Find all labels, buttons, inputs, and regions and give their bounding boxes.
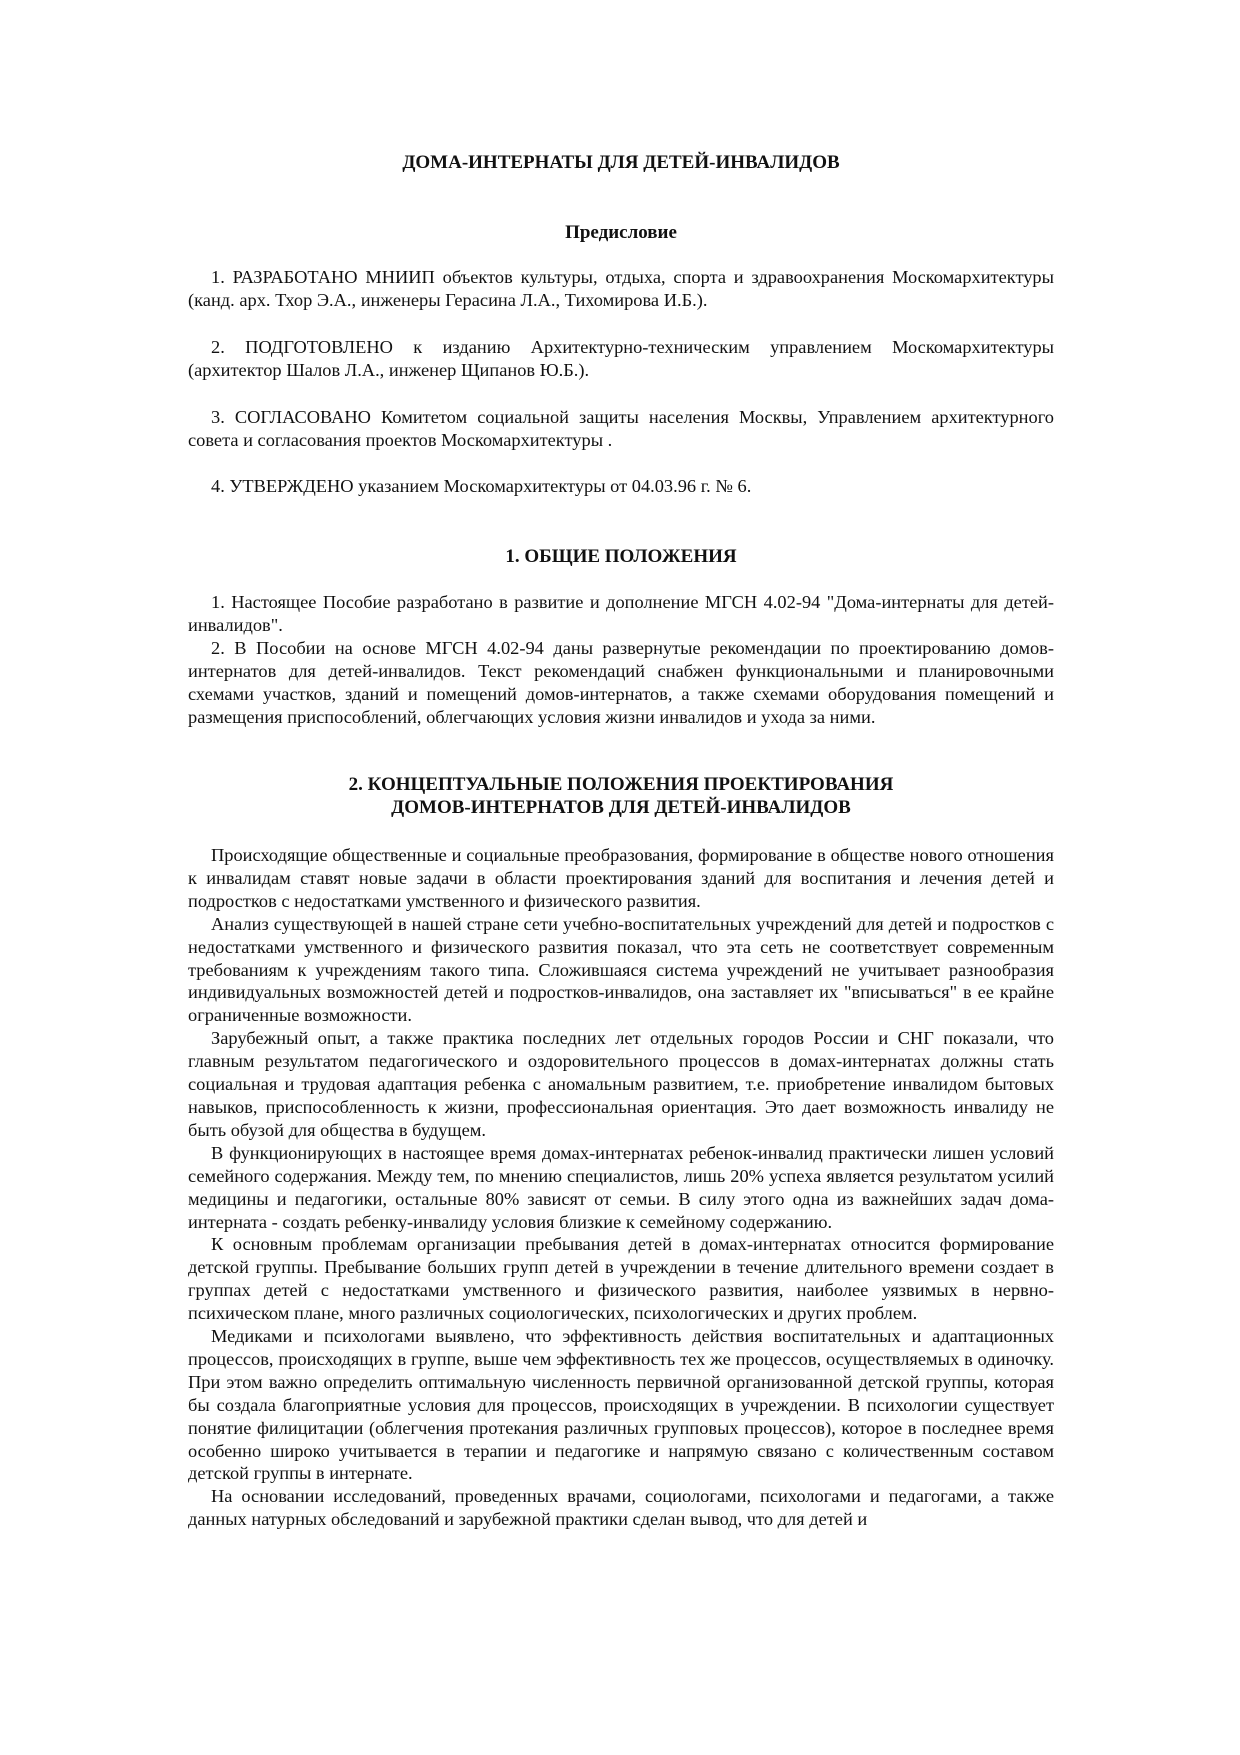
section-2-paragraph: К основным проблемам организации пребывания детей в домах-интернатах относится формирование детской группы. Пребывание больших групп детей в учреждении в течение длительного времени создает в группах детей с недостатками умственного и физического развития, наиболее уязвимых в нервно-психическом плане, много различных социологических, психологических и других проблем.: [188, 1234, 1054, 1324]
section-2-heading-line-1: 2. КОНЦЕПТУАЛЬНЫЕ ПОЛОЖЕНИЯ ПРОЕКТИРОВАНИЯ: [348, 774, 894, 795]
section-2-heading: [188, 773, 1054, 819]
section-2-heading-line-2: ДОМОВ-ИНТЕРНАТОВ ДЛЯ ДЕТЕЙ-ИНВАЛИДОВ: [391, 797, 851, 818]
section-1-paragraph: 2. В Пособии на основе МГСН 4.02-94 даны развернутые рекомендации по проектированию домов-интернатов для детей-инвалидов. Текст рекомендаций снабжен функциональными и планировочными схемами участков, зданий и помещений домов-интернатов, а также схемами оборудования помещений и размещения приспособлений, облегчающих условия жизни инвалидов и ухода за ними.: [188, 637, 1054, 727]
preface-list: [188, 266, 1054, 522]
section-2-paragraph: Происходящие общественные и социальные преобразования, формирование в обществе нового отношения к инвалидам ставят новые задачи в области проектирования зданий для воспитания и лечения детей и подростков с недостатками умственного и физического развития.: [188, 845, 1054, 911]
section-2-paragraph: Анализ существующей в нашей стране сети учебно-воспитательных учреждений для детей и подростков с недостатками умственного и физического развития показал, что эта сеть не соответствует современным требованиям к учреждениям такого типа. Сложившаяся система учреждений не учитывает разнообразия индивидуальных возможностей детей и подростков-инвалидов, она заставляет их "вписываться" в ее крайне ограниченные возможности.: [188, 913, 1054, 1026]
section-2-paragraph: Зарубежный опыт, а также практика последних лет отдельных городов России и СНГ показали, что главным результатом педагогического и оздоровительного процессов в домах-интернатах должны стать социальная и трудовая адаптация ребенка с аномальным развитием, т.е. приобретение инвалидом бытовых навыков, приспособленность к жизни, профессиональная ориентация. Это дает возможность инвалиду не быть обузой для общества в будущем.: [188, 1028, 1054, 1140]
section-2-body: [188, 844, 1054, 1531]
preface-item: 4. УТВЕРЖДЕНО указанием Москомархитектуры от 04.03.96 г. № 6.: [211, 476, 752, 497]
section-2-paragraph: Медиками и психологами выявлено, что эффективность действия воспитательных и адаптационных процессов, происходящих в группе, выше чем эффективность тех же процессов, осуществляемых в одиночку. При этом важно определить оптимальную численность первичной организованной детской группы, которая бы создала благоприятные условия для процессов, происходящих в учреждении. В психологии существует понятие филицитации (облегчения протекания различных групповых процессов), которое в последнее время особенно широко учитывается в терапии и педагогике и напрямую связано с количественным составом детской группы в интернате.: [188, 1326, 1054, 1484]
section-1-heading: 1. ОБЩИЕ ПОЛОЖЕНИЯ: [505, 546, 737, 567]
section-1-body: [188, 591, 1054, 728]
preface-heading: Предисловие: [565, 222, 677, 243]
preface-item: 1. РАЗРАБОТАНО МНИИП объектов культуры, отдыха, спорта и здравоохранения Москомархитектуры (канд. арх. Тхор Э.А., инженеры Герасина Л.А., Тихомирова И.Б.).: [188, 267, 1054, 310]
section-2-paragraph: В функционирующих в настоящее время домах-интернатах ребенок-инвалид практически лишен условий семейного содержания. Между тем, по мнению специалистов, лишь 20% успеха является результатом усилий медицины и педагогики, остальные 80% зависят от семьи. В силу этого одна из важнейших задач дома-интерната - создать ребенку-инвалиду условия близкие к семейному содержанию.: [188, 1142, 1054, 1232]
preface-item: 3. СОГЛАСОВАНО Комитетом социальной защиты населения Москвы, Управлением архитектурного совета и согласования проектов Москомархитектуры .: [188, 406, 1054, 450]
section-1-paragraph: 1. Настоящее Пособие разработано в развитие и дополнение МГСН 4.02-94 "Дома-интернаты для детей-инвалидов".: [188, 592, 1054, 635]
document-title: ДОМА-ИНТЕРНАТЫ ДЛЯ ДЕТЕЙ-ИНВАЛИДОВ: [402, 152, 840, 173]
preface-item: 2. ПОДГОТОВЛЕНО к изданию Архитектурно-техническим управлением Москомархитектуры (архитектор Шалов Л.А., инженер Щипанов Ю.Б.).: [188, 336, 1054, 380]
section-2-paragraph: На основании исследований, проведенных врачами, социологами, психологами и педагогами, а также данных натурных обследований и зарубежной практики сделан вывод, что для детей и: [188, 1486, 1054, 1530]
